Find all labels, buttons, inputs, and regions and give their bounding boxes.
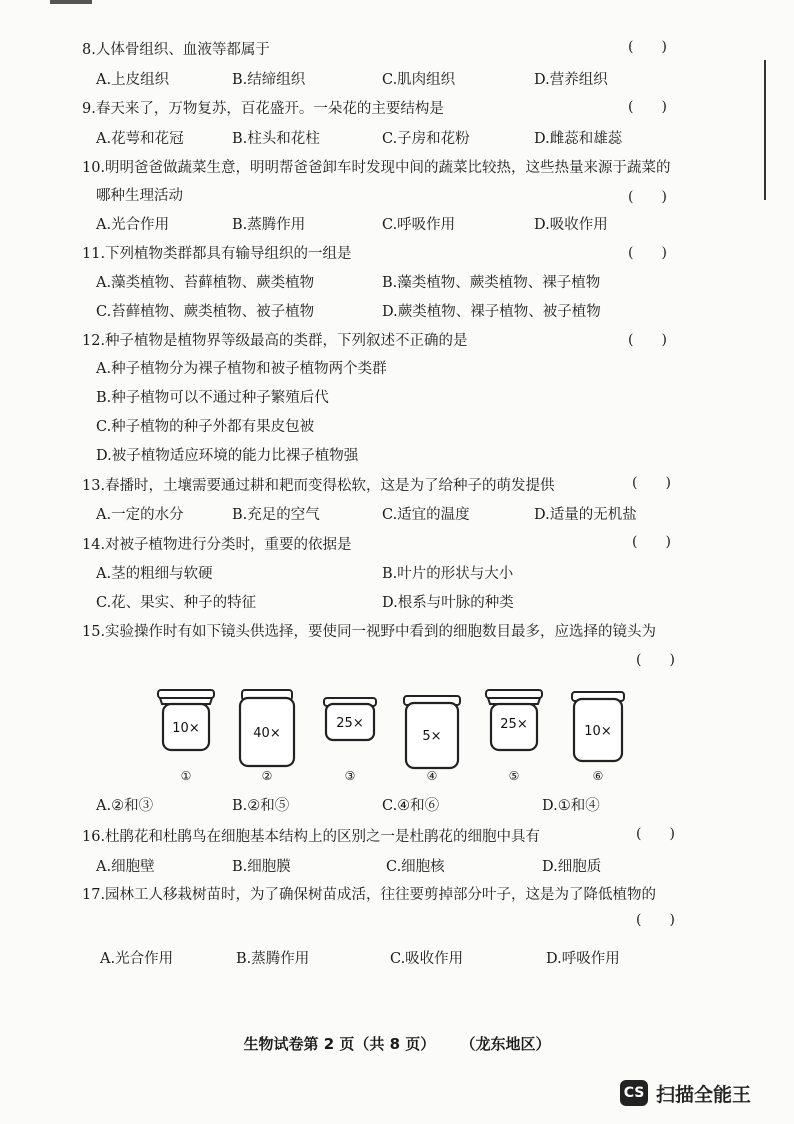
option-b: B.蒸腾作用: [232, 217, 306, 233]
option-d: D.细胞质: [542, 859, 602, 875]
camscanner-name: 扫描全能王: [656, 1083, 752, 1106]
option-a: A.光合作用: [100, 951, 174, 967]
lens-5-number: ⑤: [508, 769, 520, 783]
lens-6-label: 10×: [584, 724, 612, 739]
option-b: B.种子植物可以不通过种子繁殖后代: [96, 390, 329, 406]
question-15-stem: 15.实验操作时有如下镜头供选择，要使同一视野中看到的细胞数目最多，应选择的镜头为: [82, 624, 657, 640]
lens-1-label: 10×: [172, 721, 200, 736]
answer-paren-12: ( ): [628, 332, 667, 348]
lens-4-label: 5×: [422, 729, 442, 744]
lens-2: [240, 690, 294, 783]
option-a: A.茎的粗细与软硬: [96, 566, 213, 582]
lens-6: [572, 692, 624, 783]
question-10-stem-cont: 哪种生理活动: [96, 188, 183, 204]
option-b: B.充足的空气: [232, 507, 320, 523]
option-b: B.柱头和花柱: [232, 131, 320, 147]
option-b: B.②和⑤: [232, 798, 290, 814]
answer-paren-15: ( ): [636, 652, 675, 668]
microscope-lenses-figure: [140, 682, 660, 792]
option-c: C.吸收作用: [390, 951, 464, 967]
option-c: C.呼吸作用: [382, 217, 456, 233]
option-d: D.蕨类植物、裸子植物、被子植物: [382, 304, 601, 320]
footer-page-number: 生物试卷第 2 页（共 8 页）: [243, 1035, 436, 1053]
option-a: A.光合作用: [96, 217, 170, 233]
answer-paren-14: ( ): [632, 534, 671, 550]
option-d: D.营养组织: [534, 72, 608, 88]
footer-region: （龙东地区）: [460, 1035, 551, 1053]
option-c: C.子房和花粉: [382, 131, 470, 147]
scan-edge-mark: [50, 0, 92, 4]
option-b: B.结缔组织: [232, 72, 306, 88]
answer-paren-11: ( ): [628, 245, 667, 261]
lens-1: [158, 690, 214, 783]
option-c: C.④和⑥: [382, 798, 440, 814]
option-a: A.一定的水分: [96, 507, 184, 523]
lens-3-label: 25×: [336, 716, 364, 731]
option-d: D.雌蕊和雄蕊: [534, 131, 623, 147]
option-c: C.种子植物的种子外都有果皮包被: [96, 419, 315, 435]
question-17-stem: 17.园林工人移栽树苗时，为了确保树苗成活，往往要剪掉部分叶子，这是为了降低植物的: [82, 887, 657, 903]
question-9-stem: 9.春天来了，万物复苏，百花盛开。一朵花的主要结构是: [82, 101, 444, 117]
option-b: B.叶片的形状与大小: [382, 566, 514, 582]
option-c: C.花、果实、种子的特征: [96, 595, 257, 611]
camscanner-logo-icon: CS: [620, 1080, 648, 1106]
option-a: A.上皮组织: [96, 72, 170, 88]
scanner-watermark: [620, 1079, 751, 1107]
lens-3-number: ③: [344, 769, 356, 783]
option-c: C.苔藓植物、蕨类植物、被子植物: [96, 304, 315, 320]
question-14-stem: 14.对被子植物进行分类时，重要的依据是: [82, 537, 352, 553]
scan-edge-line: [764, 60, 766, 200]
option-c: C.适宜的温度: [382, 507, 470, 523]
option-a: A.种子植物分为裸子植物和被子植物两个类群: [96, 361, 387, 377]
option-d: D.被子植物适应环境的能力比裸子植物强: [96, 448, 359, 464]
lens-3: [324, 698, 376, 783]
question-11-stem: 11.下列植物类群都具有输导组织的一组是: [82, 246, 352, 262]
question-12-stem: 12.种子植物是植物界等级最高的类群，下列叙述不正确的是: [82, 333, 468, 349]
page-footer: [0, 1033, 794, 1054]
lens-2-label: 40×: [253, 726, 281, 741]
option-d: D.根系与叶脉的种类: [382, 595, 514, 611]
answer-paren-17: ( ): [636, 912, 675, 928]
option-b: B.藻类植物、蕨类植物、裸子植物: [382, 275, 601, 291]
option-b: B.蒸腾作用: [236, 951, 310, 967]
option-a: A.②和③: [96, 798, 154, 814]
answer-paren-10: ( ): [628, 189, 667, 205]
answer-paren-16: ( ): [636, 826, 675, 842]
option-a: A.藻类植物、苔藓植物、蕨类植物: [96, 275, 315, 291]
option-d: D.①和④: [542, 798, 600, 814]
question-16-stem: 16.杜鹃花和杜鹃鸟在细胞基本结构上的区别之一是杜鹃花的细胞中具有: [82, 829, 541, 845]
option-a: A.细胞壁: [96, 859, 155, 875]
lens-4: [404, 696, 460, 783]
question-8-stem: 8.人体骨组织、血液等都属于: [82, 42, 270, 58]
lens-5: [486, 690, 542, 783]
option-c: C.肌肉组织: [382, 72, 456, 88]
lens-4-number: ④: [426, 769, 438, 783]
option-d: D.适量的无机盐: [534, 507, 637, 523]
lens-5-label: 25×: [500, 717, 528, 732]
answer-paren-13: ( ): [632, 475, 671, 491]
question-13-stem: 13.春播时，土壤需要通过耕和耙而变得松软，这是为了给种子的萌发提供: [82, 478, 555, 494]
answer-paren-9: ( ): [628, 99, 667, 115]
lens-6-number: ⑥: [592, 769, 604, 783]
question-10-stem: 10.明明爸爸做蔬菜生意，明明帮爸爸卸车时发现中间的蔬菜比较热，这些热量来源于蔬菜的: [82, 160, 671, 176]
lens-1-number: ①: [180, 769, 192, 783]
answer-paren-8: ( ): [628, 39, 667, 55]
lens-2-number: ②: [261, 769, 273, 783]
option-b: B.细胞膜: [232, 859, 291, 875]
option-c: C.细胞核: [386, 859, 445, 875]
option-d: D.吸收作用: [534, 217, 608, 233]
option-a: A.花萼和花冠: [96, 131, 184, 147]
option-d: D.呼吸作用: [546, 951, 620, 967]
